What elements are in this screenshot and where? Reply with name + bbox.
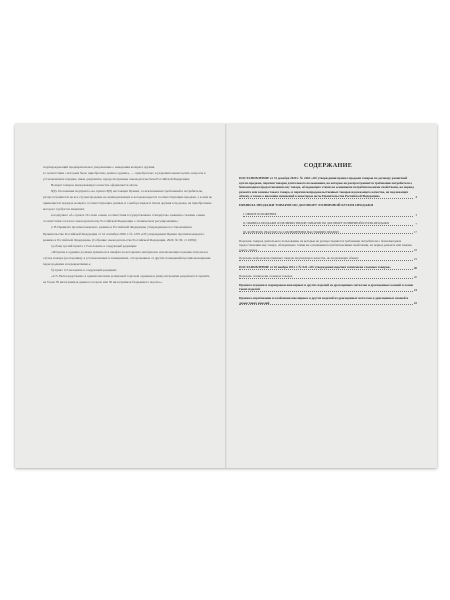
toc-entry-text: Правила опробования и клеймения ювелирных и других изделий из драгоценных металлов и драгоценных камней и ломов таких изделий [239,296,409,305]
paragraph: б) пункт 115 изложить в следующей редакции: [51,267,117,272]
toc-entry-text: II. ПРАВИЛА ПРОДАЖИ ОТДЕЛЬНЫХ ВИДОВ ТОВАРОВ ПО ДОГОВОРУ РОЗНИЧНОЙ КУПЛИ-ПРОДАЖИ [243,220,389,225]
toc-entry [239,221,417,226]
paragraph: Возврат товаров ненадлежащего качества оформляется актом. [51,183,139,188]
toc-entry-text: Перечень непродовольственных товаров надлежащего качества, не подлежащих обмену [239,256,359,261]
toc-entry-text: Перечень товаров длительного пользования, на которые не распространяется требование потребителя о безвозмездном предоставлении ему товара, обладающего этими же основными потребительскими свойствами, на период ремонта или замены такого товара [239,238,412,252]
toc-entry-text: ПОСТАНОВЛЕНИЕ от 10 ноября 2011 г. № 924 «Об утверждении перечня технически сложных товаров» [239,265,391,270]
toc-page-number: 22 [413,301,417,306]
toc-entry-text: ПОСТАНОВЛЕНИЕ от 31 декабря 2020 г. № 2463 «Об утверждении правил продажи товаров по договору розничной купли-продажи, перечня товаров длительного пользования, на которые не распространяется требование потребителя о безвозмездном предоставлении ему товара, обладающего этими же основными потребительскими свойствами, на период ремонта или замены такого товара, и перечня непродовольственных товаров надлежащего качества, не подлежащих обмену, а также о внесении изменений в некоторые акты Правительства Российской Федерации» [239,176,414,199]
paragraph: в соответствии с которым было приобретено данное оружие», — приобретено; в разрешительных целях, вопросы в установленном порядке, иные документы, предусмотренные законодательством Российской Федерации; [43,171,206,182]
paragraph: подтверждающий предварительное уведомление о намерении возврата оружия, [43,165,155,169]
toc-title: СОДЕРЖАНИЕ [303,162,353,169]
toc-entry [239,274,417,279]
toc-page-number: 7 [415,221,417,226]
paragraph: 2. В Правилах противопожарного режима в Российской Федерации, утвержденных постановлением Правительства Российской Федерации от 16 сентября 2020 г. № 1479 «Об утверждении Правил противопожарного режима в Российской Федерации» (Собрание законодательства Российской Федерации, 2020, № 39, ст. 6056): [43,225,205,242]
toc-page-number: 20 [413,274,417,279]
toc-page-number: 17 [413,230,417,235]
paragraph: в подпункте «б» пункта 16 слова «знака соответствия государственных стандартов» заменить словами «знака соответствия согласно законодательству Российской Федерации о техническом регулировании»; [43,213,206,224]
toc-page-number: 3 [415,194,417,199]
paragraph: «115. Непосредственно в здании магазина розничной торговли оружием и (или) патронами разрешается хранить не более 50 килограммов дымного пороха или 50 килограммов бездымного пороха.». [43,273,210,284]
toc-entry-text: Правила огранки и маркировки ювелирных и других изделий из драгоценных металлов и драгоценных камней и ломов таких изделий [239,282,414,292]
toc-entry [239,283,417,292]
toc-leader [239,301,417,306]
toc-section-heading: ПРАВИЛА ПРОДАЖИ ТОВАРОВ ПО ДОГОВОРУ РОЗНИЧНОЙ КУПЛИ-ПРОДАЖИ [239,203,374,208]
toc-entry [239,212,417,217]
right-page [227,124,437,468]
toc-page-number: 20 [413,265,417,270]
table-of-contents [239,162,417,310]
toc-page-number: 19 [413,257,417,262]
paragraph: а) абзац третий пункта 115 изложить в следующей редакции: [51,243,137,248]
toc-entry [239,265,417,270]
toc-page-number: 3 [415,212,417,217]
toc-entry [239,230,417,235]
left-page [15,124,225,468]
toc-entry-text: I. ОБЩИЕ ПОЛОЖЕНИЯ [243,212,277,217]
left-page-text [43,164,213,285]
toc-leader [239,288,417,292]
toc-entry-text: III. КОНТРОЛЬ (НАДЗОР) ЗА СОБЛЮДЕНИЕМ НАСТОЯЩИХ ПРАВИЛ [243,229,339,234]
open-booklet [15,124,437,468]
toc-entry-text: Перечень технически сложных товаров [239,274,293,279]
toc-entry [239,176,417,199]
toc-leader [239,194,417,199]
toc-entry [239,239,417,253]
paragraph: «Патроны к оружию должны храниться в шкафах из негорючих материалов, исключающих падение патронов в случае пожара (возгорания), в установленных в помещениях, отгороженных от других помещений противопожарными перегородками и перекрытиями.»; [43,249,211,266]
toc-leader [239,248,417,253]
toc-page-number: 18 [413,248,417,253]
toc-page-number: 21 [413,288,417,292]
toc-entry [239,296,417,305]
paragraph: 8(9). Положения подпункта «в» пункта 8(8) настоящих Правил, за исключением требований к потребителю, распространяются на все случаи продажи, не принадлежащих к которым ведется соответствующим продаже, а к ним не применяется порядок возврата соответствующих данных и о выборе видов и типов оружия к продаже, на приобретение которого требуется лицензия; [43,189,212,212]
toc-entry [239,256,417,261]
